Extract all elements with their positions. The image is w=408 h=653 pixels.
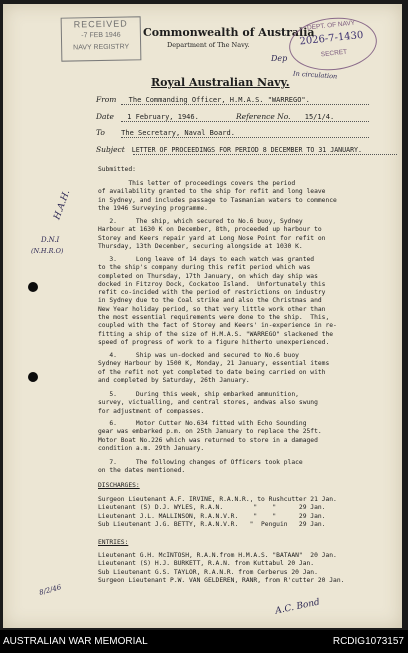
org-heading: Commonwealth of Australia	[143, 26, 315, 39]
received-stamp-date: -7 FEB 1946	[81, 31, 121, 40]
paragraph-2: 2. The ship, which secured to No.6 buoy, Sydney Harbour at 1630 K on December, 8th, proceeded up harbour to Storey and Keers repair yard at Long Nose Point for refit on Thursday, 13th December, securing alongside at 1030 K.	[98, 218, 326, 250]
dni-annotation: D.N.I	[41, 236, 60, 244]
reference-label: Reference No.	[236, 112, 291, 121]
subject-row	[96, 145, 362, 154]
discharge-entry: Lieutenant J.L. MALLINSON, R.A.N.V.R. " " 29 Jan.	[98, 512, 326, 520]
to-value: The Secretary, Naval Board.	[121, 129, 235, 137]
paragraph-3: 3. Long leave of 14 days to each watch was granted to the ship's company during this refit period which was completed on Thursday, 17th January, on which day ship was docked in Fitzroy Dock, Cockatoo Island. Unfortunately this refit co-incided with the period of restrictions on industry in Sydney due to the Coal strike and also the Christmas and New Year holiday period, so that very little work other than the most essential requirements were done to the ship. This, coupled with the fact of Storey and Keers' in-experience in re- fitting a ship of the size of H.M.A.S. "WARREGO" slackened the speed of progress of work to a figure hitherto unexperienced.	[98, 256, 337, 346]
date-line	[121, 121, 369, 122]
paragraph-5: 5. During this week, ship embarked ammunition, survey, victualling, and central stores, andwas also swung for adjustment of compasses.	[98, 391, 318, 415]
to-row	[96, 128, 235, 137]
reference-value: 15/1/4.	[304, 113, 335, 121]
navy-stamp-ref: 2026-7-1430	[299, 29, 364, 48]
from-row	[96, 95, 310, 104]
date-label: Date	[96, 112, 114, 121]
punch-hole-top	[28, 282, 38, 292]
document-sheet	[3, 4, 402, 628]
navy-stamp-bottom: SECRET	[320, 48, 348, 59]
date-row	[96, 112, 199, 121]
paragraph-4: 4. Ship was un-docked and secured to No.6 buoy Sydney Harbour by 1500 K, Monday, 21 January, essential items of the refit not yet completed to date being carried on with and completed by Saturday, 26th January.	[98, 352, 330, 384]
entries-heading: ENTRIES:	[98, 539, 129, 546]
submitted-line: Submitted:	[98, 166, 136, 173]
received-stamp-registry: NAVY REGISTRY	[73, 43, 130, 52]
from-value: The Commanding Officer, H.M.A.S. "WARREGO".	[128, 96, 310, 104]
punch-hole-bottom	[28, 372, 38, 382]
discharge-entry: Surgeon Lieutenant A.F. IRVINE, R.A.N.R., to Rushcutter 21 Jan.	[98, 496, 337, 503]
signature: A.C. Bond	[274, 597, 321, 617]
discharge-entry: Lieutenant (S) D.J. WYLES, R.A.N. " " 29 Jan.	[98, 504, 326, 512]
date-value: 1 February, 1946.	[127, 113, 199, 121]
dept-heading: Department of The Navy.	[167, 41, 250, 49]
initials-annotation: H.A.H.	[52, 188, 73, 222]
discharge-entry: Sub Lieutenant J.G. BETTY, R.A.N.V.R. " Penguin 29 Jan.	[98, 520, 326, 528]
page-title: Royal Australian Navy.	[151, 76, 290, 89]
entry-record: Lieutenant G.H. McINTOSH, R.A.N.from H.M.A.S. "BATAAN" 20 Jan.	[98, 552, 337, 559]
dni-ref-annotation: (N.H.R.O)	[31, 247, 64, 255]
from-label: From	[96, 95, 117, 104]
paragraph-6: 6. Motor Cutter No.634 fitted with Echo Sounding gear was embarked p.m. on 25th January to replace the 25ft. Motor Boat No.226 which was returned to store in a damaged condition a.m. 29th January.	[98, 420, 322, 452]
received-stamp	[61, 16, 142, 61]
circulation-annotation: In circulation	[292, 69, 338, 81]
discharges-heading: DISCHARGES:	[98, 482, 140, 489]
to-label: To	[96, 128, 105, 137]
navy-secret-stamp	[287, 14, 380, 75]
entry-record: Sub Lieutenant G.S. TAYLOR, R.A.N.R. from Cerberus 20 Jan.	[98, 568, 318, 576]
navy-stamp-top: DEPT. OF NAVY	[306, 19, 356, 32]
entry-record: Lieutenant (S) H.J. BURKETT, R.A.N. from Kuttabul 20 Jan.	[98, 560, 315, 568]
subject-label: Subject	[96, 145, 125, 154]
paragraph-1: This letter of proceedings covers the period of availability granted to the ship for refit and long leave in Sydney, and includes passage to Tasmanian waters to commence the 1946 Surveying programme.	[98, 180, 337, 212]
reference-row	[236, 112, 334, 121]
to-line	[121, 137, 369, 138]
date-initial-annotation: 8/2/46	[38, 583, 63, 597]
archive-id: RCDIG1073157	[332, 636, 404, 647]
entry-record: Surgeon Lieutenant P.W. VAN GELDEREN, RANR, from R'cutter 20 Jan.	[98, 576, 345, 584]
entries-list	[98, 552, 344, 585]
subject-line	[133, 154, 397, 155]
archive-name: AUSTRALIAN WAR MEMORIAL	[3, 636, 148, 647]
archive-footer	[0, 630, 408, 653]
dep-annotation: Dep	[271, 54, 288, 63]
paragraph-7: 7. The following changes of Officers took place on the dates mentioned.	[98, 459, 303, 475]
discharges-list	[98, 496, 337, 529]
subject-value: LETTER OF PROCEEDINGS FOR PERIOD 8 DECEMBER TO 31 JANUARY.	[131, 146, 362, 154]
received-stamp-title: RECEIVED	[73, 18, 128, 30]
from-line	[121, 104, 369, 105]
